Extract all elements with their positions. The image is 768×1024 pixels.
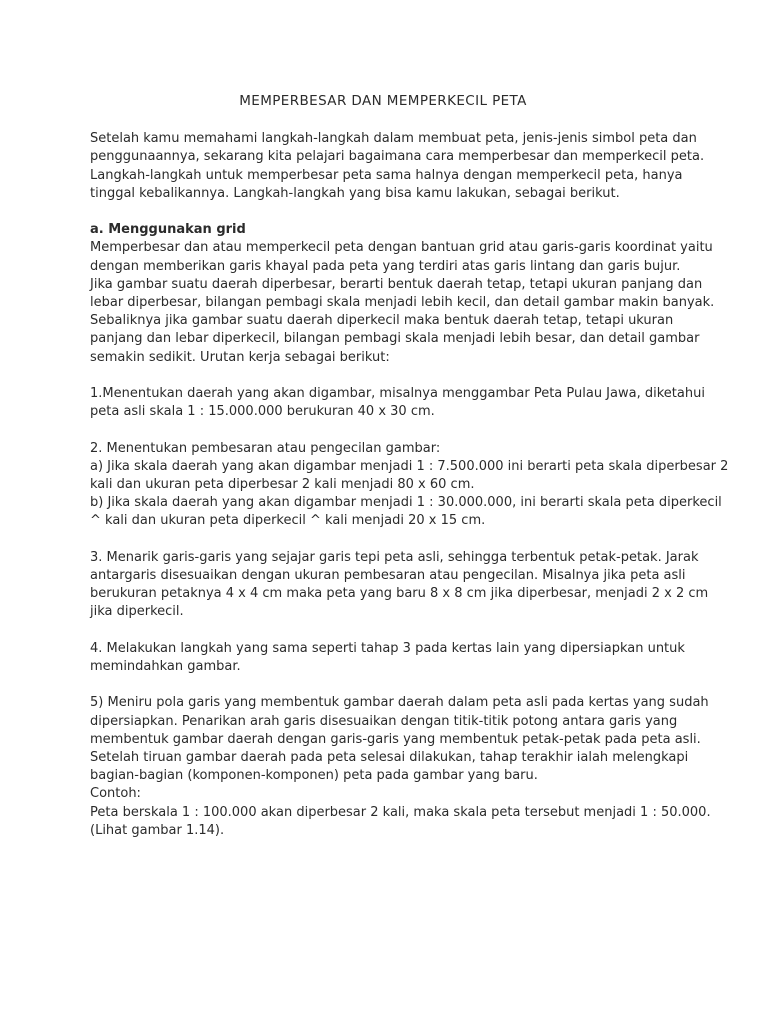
- step-3-line: berukuran petaknya 4 x 4 cm maka peta yang baru 8 x 8 cm jika diperbesar, menjadi 2 x 2 cm: [90, 586, 709, 602]
- step-2-line: ^ kali dan ukuran peta diperkecil ^ kali menjadi 20 x 15 cm.: [90, 513, 486, 529]
- step-2-line: 2. Menentukan pembesaran atau pengecilan gambar:: [90, 440, 441, 456]
- example-label: Contoh:: [90, 786, 141, 802]
- paragraph-gap: [90, 367, 676, 385]
- section-a-line: Sebaliknya jika gambar suatu daerah diperkecil maka bentuk daerah tetap, tetapi ukuran: [90, 313, 674, 329]
- step-1: [90, 385, 705, 421]
- step-5-line: dipersiapkan. Penarikan arah garis disesuaikan dengan titik-titik potong antara garis yang: [90, 713, 678, 729]
- example-text: Peta berskala 1 : 100.000 akan diperbesar 2 kali, maka skala peta tersebut menjadi 1 : 50.000.: [90, 804, 711, 820]
- step-2-line: kali dan ukuran peta diperbesar 2 kali menjadi 80 x 60 cm.: [90, 477, 475, 493]
- intro-line: penggunaannya, sekarang kita pelajari bagaimana cara memperbesar dan memperkecil peta.: [90, 149, 705, 165]
- step-5: [90, 694, 711, 840]
- step-4-line: memindahkan gambar.: [90, 659, 241, 675]
- step-5-line: Setelah tiruan gambar daerah pada peta selesai dilakukan, tahap terakhir ialah melengkapi: [90, 750, 689, 766]
- step-1-line: 1.Menentukan daerah yang akan digambar, misalnya menggambar Peta Pulau Jawa, diketahui: [90, 386, 705, 402]
- intro-paragraph: [90, 130, 705, 203]
- page-title: MEMPERBESAR DAN MEMPERKECIL PETA: [239, 93, 527, 109]
- step-2-line: b) Jika skala daerah yang akan digambar menjadi 1 : 30.000.000, ini berarti skala peta diperkecil: [90, 495, 722, 511]
- step-4-line: 4. Melakukan langkah yang sama seperti tahap 3 pada kertas lain yang dipersiapkan untuk: [90, 640, 685, 656]
- step-4: [90, 640, 685, 676]
- section-a-line: Jika gambar suatu daerah diperbesar, berarti bentuk daerah tetap, tetapi ukuran panjang dan: [90, 276, 703, 292]
- paragraph-gap: [90, 531, 676, 549]
- intro-line: Setelah kamu memahami langkah-langkah dalam membuat peta, jenis-jenis simbol peta dan: [90, 131, 697, 147]
- step-3-line: jika diperkecil.: [90, 604, 184, 620]
- step-5-line: 5) Meniru pola garis yang membentuk gambar daerah dalam peta asli pada kertas yang sudah: [90, 695, 709, 711]
- step-2-line: a) Jika skala daerah yang akan digambar menjadi 1 : 7.500.000 ini berarti peta skala diperbesar 2: [90, 458, 729, 474]
- section-a-line: dengan memberikan garis khayal pada peta yang terdiri atas garis lintang dan garis bujur.: [90, 258, 681, 274]
- step-2: [90, 440, 729, 531]
- step-3-line: 3. Menarik garis-garis yang sejajar garis tepi peta asli, sehingga terbentuk petak-petak. Jarak: [90, 549, 699, 565]
- intro-line: tinggal kebalikannya. Langkah-langkah yang bisa kamu lakukan, sebagai berikut.: [90, 185, 620, 201]
- paragraph-gap: [90, 622, 676, 640]
- figure-reference: (Lihat gambar 1.14).: [90, 822, 225, 838]
- section-a: [90, 221, 715, 367]
- paragraph-gap: [90, 203, 676, 221]
- section-a-line: panjang dan lebar diperkecil, bilangan pembagi skala menjadi lebih besar, dan detail gambar: [90, 331, 700, 347]
- step-3: [90, 549, 709, 622]
- intro-line: Langkah-langkah untuk memperbesar peta sama halnya dengan memperkecil peta, hanya: [90, 167, 683, 183]
- step-5-line: membentuk gambar daerah dengan garis-garis yang membentuk petak-petak pada peta asli.: [90, 731, 701, 747]
- step-5-line: bagian-bagian (komponen-komponen) peta pada gambar yang baru.: [90, 768, 538, 784]
- step-3-line: antargaris disesuaikan dengan ukuran pembesaran atau pengecilan. Misalnya jika peta asli: [90, 568, 686, 584]
- paragraph-gap: [90, 421, 676, 439]
- step-1-line: peta asli skala 1 : 15.000.000 berukuran 40 x 30 cm.: [90, 404, 435, 420]
- section-a-heading: a. Menggunakan grid: [90, 222, 246, 238]
- section-a-line: semakin sedikit. Urutan kerja sebagai berikut:: [90, 349, 390, 365]
- section-a-line: Memperbesar dan atau memperkecil peta dengan bantuan grid atau garis-garis koordinat yaitu: [90, 240, 713, 256]
- paragraph-gap: [90, 676, 676, 694]
- section-a-line: lebar diperbesar, bilangan pembagi skala menjadi lebih kecil, dan detail gambar makin banyak.: [90, 295, 715, 311]
